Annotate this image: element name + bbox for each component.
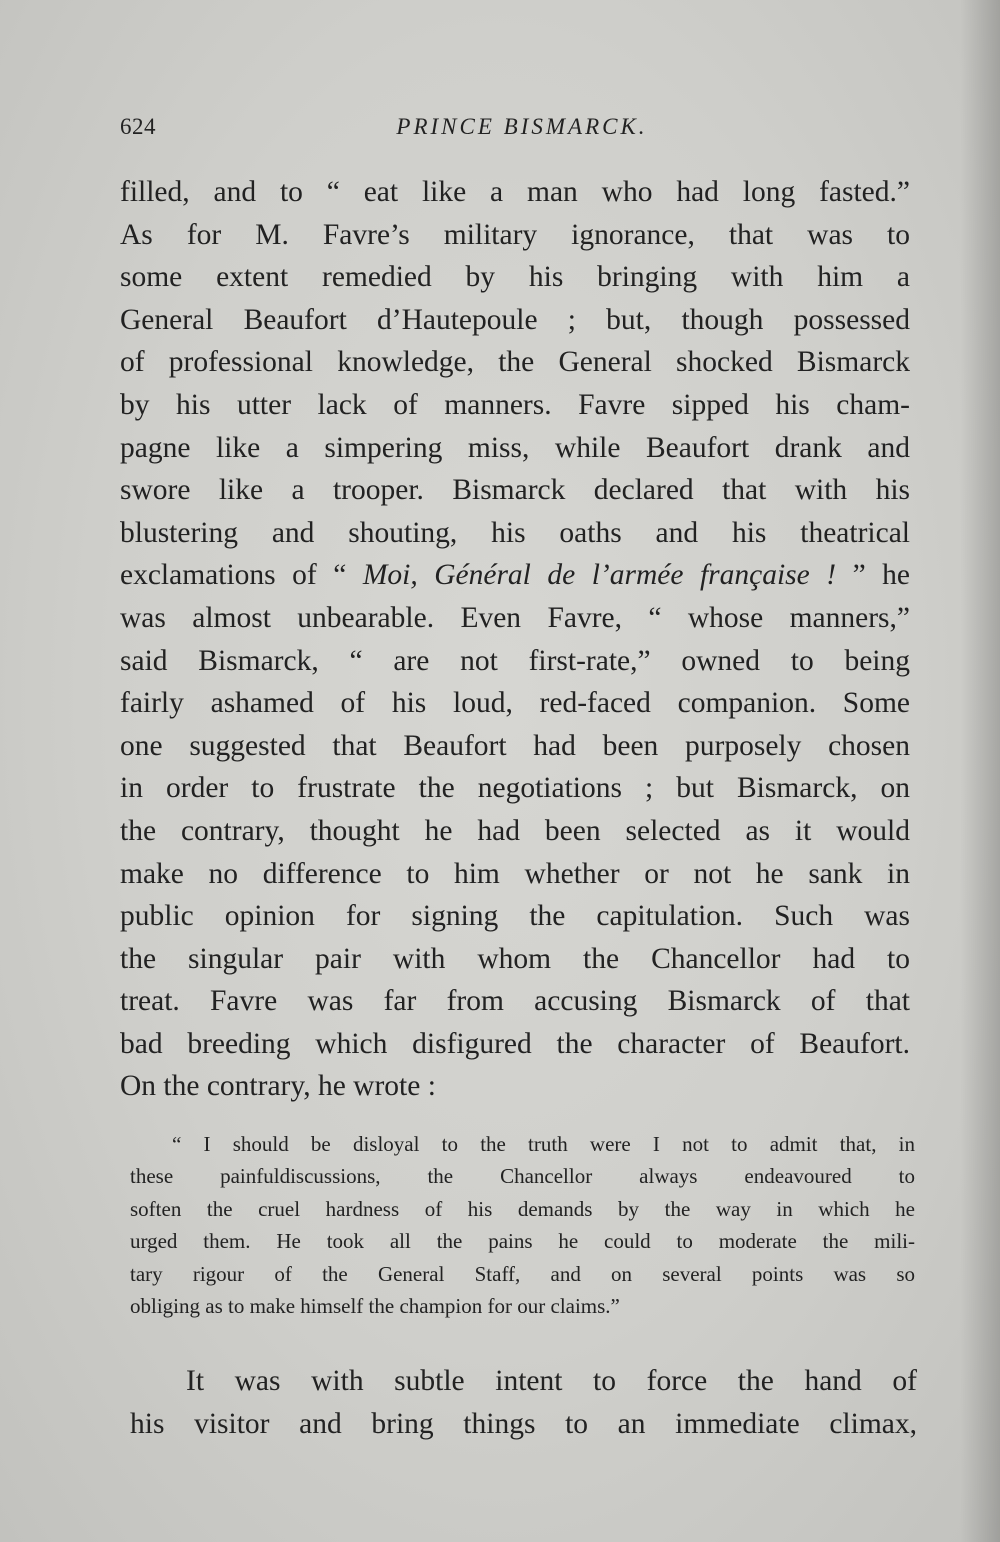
text-line: one suggested that Beaufort had been purposely chosen [120, 729, 910, 762]
quote-line: tary rigour of the General Staff, and on several points was so [130, 1261, 915, 1286]
text-line: public opinion for signing the capitulation. Such was [120, 900, 910, 933]
text-line: said Bismarck, “ are not first-rate,” owned to being [120, 644, 910, 677]
text-line: his visitor and bring things to an immediate climax, [130, 1407, 917, 1440]
text-line: the singular pair with whom the Chancellor had to [120, 942, 910, 975]
text-line: General Beaufort d’Hautepoule ; but, though possessed [120, 303, 910, 336]
text-line: make no difference to him whether or not he sank in [120, 857, 910, 890]
continuation-paragraph [130, 1360, 917, 1445]
text-line: On the contrary, he wrote : [120, 1070, 436, 1103]
text-line: As for M. Favre’s military ignorance, that was to [120, 218, 910, 251]
french-exclamation: Moi, Général de l’armée française ! [362, 559, 837, 592]
text-line: bad breeding which disfigured the character of Beaufort. [120, 1027, 910, 1060]
page-header [120, 114, 910, 148]
text-line: swore like a trooper. Bismarck declared that with his [120, 474, 910, 507]
text-line: some extent remedied by his bringing with him a [120, 261, 910, 294]
text-line: in order to frustrate the negotiations ; but Bismarck, on [120, 772, 910, 805]
text-line: pagne like a simpering miss, while Beaufort drank and [120, 431, 910, 464]
text-line: the contrary, thought he had been selected as it would [120, 814, 910, 847]
text-line: It was with subtle intent to force the hand of [186, 1365, 917, 1397]
page-number: 624 [120, 114, 156, 139]
text-line: by his utter lack of manners. Favre sipped his cham- [120, 388, 910, 421]
exclamation-suffix: ” he [836, 559, 911, 592]
text-line: filled, and to “ eat like a man who had long fasted.” [120, 176, 910, 208]
quote-line: urged them. He took all the pains he could to moderate the mili- [130, 1229, 915, 1254]
exclamation-prefix: exclamations of “ [120, 559, 363, 592]
text-line-exclamation [120, 554, 910, 597]
quote-line: soften the cruel hardness of his demands by the way in which he [130, 1196, 915, 1221]
text-line: fairly ashamed of his loud, red-faced companion. Some [120, 687, 910, 720]
block-quote [130, 1128, 915, 1322]
text-line: was almost unbearable. Even Favre, “ whose manners,” [120, 601, 910, 634]
quote-line: “ I should be disloyal to the truth were I not to admit that, in [172, 1132, 915, 1156]
running-title: PRINCE BISMARCK. [396, 114, 648, 139]
text-line: of professional knowledge, the General shocked Bismarck [120, 346, 910, 379]
quote-line: these painfuldiscussions, the Chancellor always endeavoured to [130, 1164, 915, 1189]
quote-line: obliging as to make himself the champion for our claims.” [130, 1293, 620, 1318]
main-paragraph [120, 171, 910, 1108]
text-line: treat. Favre was far from accusing Bismarck of that [120, 985, 910, 1018]
page-edge-shadow [960, 0, 1000, 1542]
text-line: blustering and shouting, his oaths and his theatrical [120, 516, 910, 549]
